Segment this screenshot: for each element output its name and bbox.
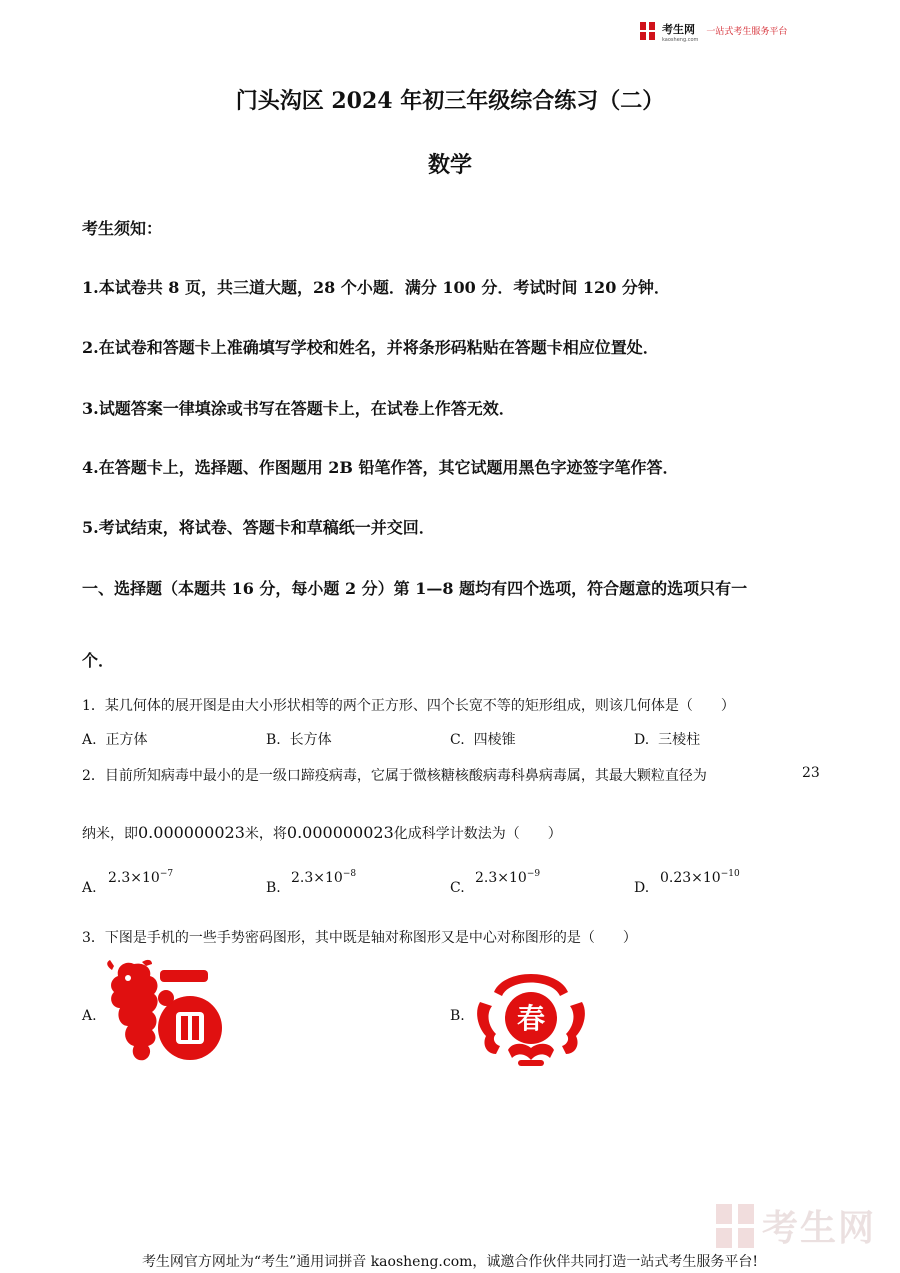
q2-value-b: 0.000000023 <box>286 823 394 842</box>
notice-item-3: 3.试题答案一律填涂或书写在答题卡上，在试卷上作答无效． <box>82 399 515 418</box>
q2-option-a-mantissa: 2.3×10 <box>108 870 160 886</box>
logo-domain: kaosheng.com <box>662 37 699 43</box>
logo-name-block <box>662 18 698 43</box>
page-footer: 考生网官方网址为“考生”通用词拼音 kaosheng.com，诚邀合作伙伴共同打造一站式考生服务平台! <box>141 1254 759 1270</box>
q1-option-b[interactable] <box>266 729 332 749</box>
section1-heading-line1: 一、选择题（本题共 16 分，每小题 2 分）第 1—8 题均有四个选项，符合题意的选项只有一 <box>82 579 748 598</box>
q2-option-c-value[interactable] <box>475 869 540 886</box>
q1-option-b-text: 长方体 <box>289 732 332 748</box>
q1-option-d-label: D. <box>634 732 650 748</box>
q2-option-c-label[interactable]: C. <box>450 880 465 896</box>
q2-option-c-mantissa: 2.3×10 <box>475 870 527 886</box>
q2-option-d-value[interactable] <box>660 869 740 886</box>
watermark-logo-icon <box>716 1204 756 1248</box>
q2-option-b-exp: −8 <box>342 869 357 879</box>
q2-option-b-value[interactable] <box>291 869 356 886</box>
exam-subject: 数学 <box>427 152 472 178</box>
q3-option-b-label[interactable]: B. <box>450 1008 465 1024</box>
q1-stem: 1．某几何体的展开图是由大小形状相等的两个正方形、四个长宽不等的矩形组成，则该几何体是（ ） <box>82 698 735 714</box>
q2-value-a: 0.000000023 <box>138 823 245 842</box>
logo-slogan: 一站式考生服务平台 <box>706 27 788 37</box>
q2-stem-number: 23 <box>802 765 820 781</box>
q1-option-d-text: 三棱柱 <box>658 732 701 748</box>
q1-option-c-text: 四棱锥 <box>473 732 516 748</box>
red-dragon-papercut-icon[interactable] <box>104 958 222 1066</box>
q2-stem-line2-c: 化成科学计数法为（ ） <box>393 826 562 842</box>
q1-option-a-text: 正方体 <box>105 732 148 748</box>
watermark-text: 考生网 <box>761 1208 876 1249</box>
kaosheng-logo-icon <box>640 22 656 40</box>
q2-stem-line1: 2．目前所知病毒中最小的是一级口蹄疫病毒，它属于微核糖核酸病毒科鼻病毒属，其最大颗粒直径为 <box>82 768 707 784</box>
q2-option-d-exp: −10 <box>720 869 740 879</box>
q1-option-c[interactable] <box>450 729 516 749</box>
q1-option-c-label: C. <box>450 732 465 748</box>
section1-heading-line2: 个． <box>82 651 115 670</box>
notice-item-5: 5.考试结束，将试卷、答题卡和草稿纸一并交回． <box>82 518 435 537</box>
q2-stem-line2-b: 米，将 <box>244 826 287 842</box>
red-chun-papercut-icon[interactable] <box>474 962 588 1068</box>
q2-option-a-label[interactable]: A. <box>82 880 97 896</box>
notice-item-1: 1.本试卷共 8 页，共三道大题，28 个小题．满分 100 分．考试时间 120 分钟． <box>82 278 670 297</box>
q2-option-a-value[interactable] <box>108 869 173 886</box>
site-logo[interactable] <box>640 18 787 43</box>
chun-glyph: 春 <box>516 1002 546 1035</box>
q1-option-a[interactable] <box>82 729 147 749</box>
q2-option-b-mantissa: 2.3×10 <box>291 870 343 886</box>
notice-item-4: 4.在答题卡上，选择题、作图题用 2B 铅笔作答，其它试题用黑色字迹签字笔作答． <box>82 458 679 477</box>
q1-option-d[interactable] <box>634 729 700 749</box>
notice-heading: 考生须知： <box>82 219 163 238</box>
q2-option-b-label[interactable]: B. <box>266 880 281 896</box>
q1-option-a-label: A. <box>82 732 97 748</box>
q2-stem-line2 <box>82 823 562 843</box>
notice-item-2: 2.在试卷和答题卡上准确填写学校和姓名，并将条形码粘贴在答题卡相应位置处． <box>82 338 659 357</box>
q3-stem: 3．下图是手机的一些手势密码图形，其中既是轴对称图形又是中心对称图形的是（ ） <box>82 930 637 946</box>
logo-name: 考生网 <box>662 23 695 36</box>
q2-option-d-mantissa: 0.23×10 <box>660 870 721 886</box>
exam-title: 门头沟区 2024 年初三年级综合练习（二） <box>235 88 665 114</box>
q1-option-b-label: B. <box>266 732 281 748</box>
q3-option-a-label[interactable]: A. <box>82 1008 97 1024</box>
watermark <box>716 1200 876 1251</box>
q2-option-d-label[interactable]: D. <box>634 880 650 896</box>
q2-option-c-exp: −9 <box>526 869 541 879</box>
q2-option-a-exp: −7 <box>159 869 174 879</box>
q2-stem-line2-a: 纳米，即 <box>82 826 138 842</box>
